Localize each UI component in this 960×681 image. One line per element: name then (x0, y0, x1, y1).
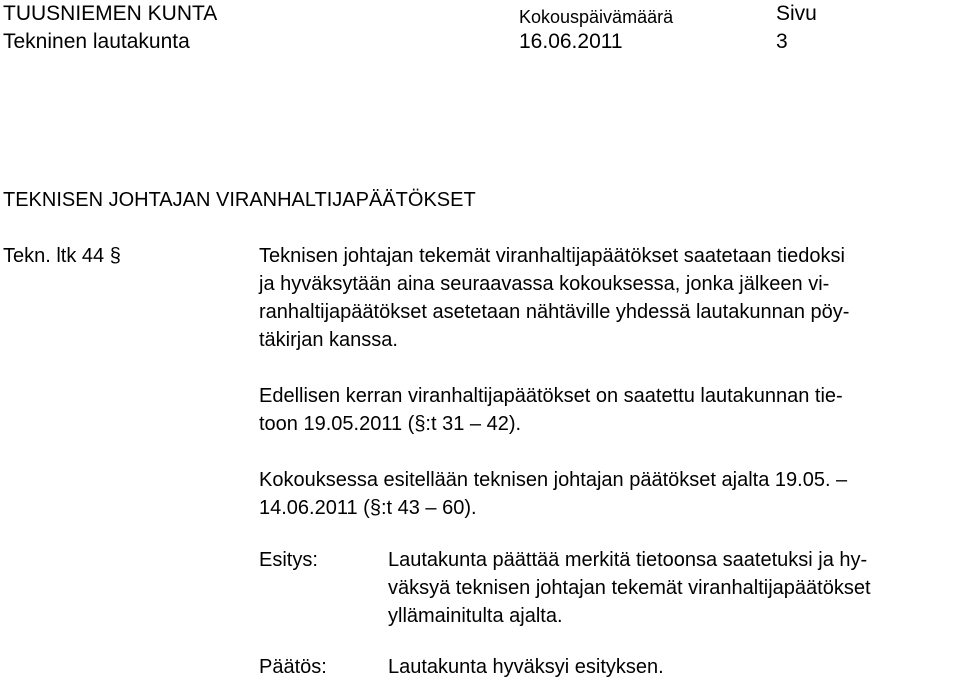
header-date-value: 16.06.2011 (519, 30, 623, 53)
paragraph-line: ja hyväksytään aina seuraavassa kokouksessa, jonka jälkeen vi- (259, 273, 830, 295)
proposal-line: Lautakunta päättää merkitä tietoonsa saatetuksi ja hy- (388, 549, 868, 571)
header-committee: Tekninen lautakunta (3, 30, 190, 53)
proposal-label: Esitys: (259, 549, 318, 571)
header-page-label: Sivu (776, 2, 817, 25)
proposal-line: väksyä teknisen johtajan tekemät viranhaltijapäätökset (388, 577, 871, 599)
paragraph-line: Edellisen kerran viranhaltijapäätökset on saatettu lautakunnan tie- (259, 385, 843, 407)
header-org: TUUSNIEMEN KUNTA (3, 2, 218, 25)
item-reference: Tekn. ltk 44 § (3, 245, 121, 267)
section-title: TEKNISEN JOHTAJAN VIRANHALTIJAPÄÄTÖKSET (3, 189, 476, 211)
proposal-text (388, 546, 956, 630)
decision-text: Lautakunta hyväksyi esityksen. (388, 656, 664, 678)
header-page-value: 3 (776, 30, 788, 53)
proposal-line: yllämainitulta ajalta. (388, 605, 563, 627)
paragraph-intro (259, 242, 954, 354)
paragraph-line: toon 19.05.2011 (§:t 31 – 42). (259, 413, 522, 435)
paragraph-line: Teknisen johtajan tekemät viranhaltijapäätökset saatetaan tiedoksi (259, 245, 845, 267)
header-date-label: Kokouspäivämäärä (519, 7, 674, 27)
paragraph-line: ranhaltijapäätökset asetetaan nähtäville yhdessä lautakunnan pöy- (259, 301, 850, 323)
paragraph-line: täkirjan kanssa. (259, 329, 398, 351)
paragraph-previous (259, 382, 954, 438)
paragraph-current (259, 466, 954, 522)
decision-label: Päätös: (259, 656, 327, 678)
paragraph-line: Kokouksessa esitellään teknisen johtajan päätökset ajalta 19.05. – (259, 469, 848, 491)
paragraph-line: 14.06.2011 (§:t 43 – 60). (259, 497, 477, 519)
